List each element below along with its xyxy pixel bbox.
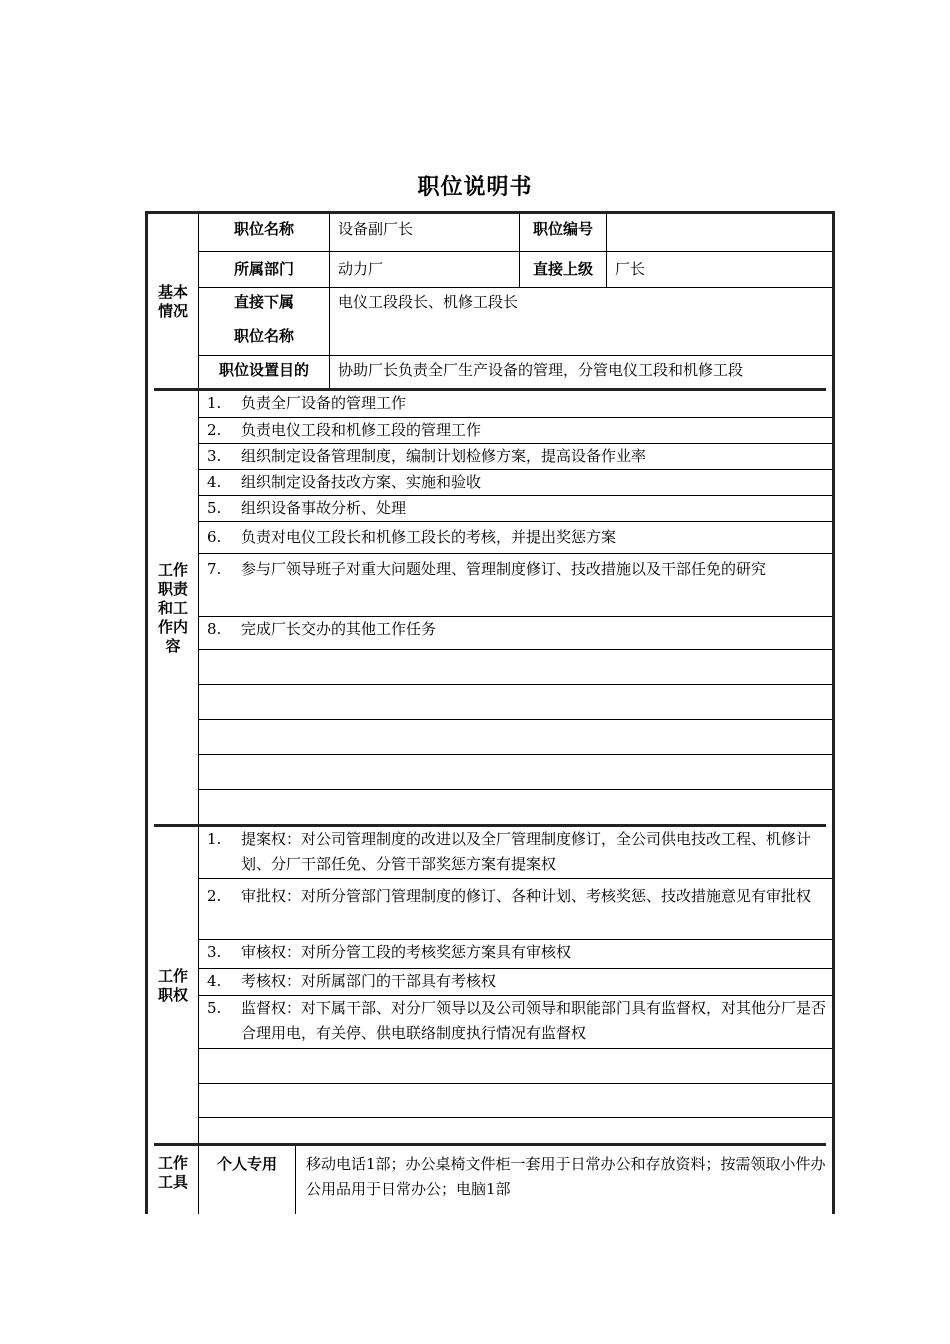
authority-section xyxy=(148,827,832,1145)
page-title: 职位说明书 xyxy=(417,175,533,200)
authority-row xyxy=(199,996,832,1049)
empty-row xyxy=(199,685,832,720)
duty-text: 组织制定设备管理制度，编制计划检修方案，提高设备作业率 xyxy=(241,447,647,465)
authority-text: 审批权：对所分管部门管理制度的修订、各种计划、考核奖惩、技改措施意见有审批权 xyxy=(241,887,812,905)
position-name-value: 设备副厂长 xyxy=(329,214,519,251)
superior-label: 直接上级 xyxy=(519,252,606,287)
duty-number: 2. xyxy=(207,421,222,439)
empty-row xyxy=(199,790,832,826)
duty-number: 1. xyxy=(207,394,222,412)
duty-number: 7. xyxy=(207,560,222,578)
position-no-label: 职位编号 xyxy=(519,214,606,251)
authority-text: 提案权：对公司管理制度的改进以及全厂管理制度修订，全公司供电技改工程、机修计划、分厂干部任免、分管干部奖惩方案有提案权 xyxy=(241,830,812,873)
duties-section xyxy=(148,391,832,826)
authority-text: 审核权：对所分管工段的考核奖惩方案具有审核权 xyxy=(241,943,572,961)
duty-text: 完成厂长交办的其他工作任务 xyxy=(241,620,437,638)
authority-row xyxy=(199,827,832,879)
duty-row xyxy=(199,522,832,554)
subordinate-label-line-2: 职位名称 xyxy=(233,327,294,345)
empty-row xyxy=(199,1049,832,1084)
subordinate-label xyxy=(199,288,329,355)
duty-row xyxy=(199,617,832,650)
duty-text: 参与厂领导班子对重大问题处理、管理制度修订、技改措施以及干部任免的研究 xyxy=(241,560,767,578)
subordinate-value: 电仪工段段长、机修工段长 xyxy=(329,288,832,355)
duty-text: 组织制定设备技改方案、实施和验收 xyxy=(241,473,482,491)
authority-number: 3. xyxy=(207,943,222,961)
personal-use-label: 个人专用 xyxy=(199,1146,296,1214)
position-name-label: 职位名称 xyxy=(233,220,294,238)
department-label: 所属部门 xyxy=(233,260,294,278)
empty-row xyxy=(199,650,832,685)
duty-number: 5. xyxy=(207,499,222,517)
authority-row xyxy=(199,969,832,996)
basic-info-section xyxy=(148,214,832,390)
authority-label: 工作职权 xyxy=(148,827,199,1145)
duty-text: 负责电仪工段和机修工段的管理工作 xyxy=(241,421,482,439)
duty-number: 8. xyxy=(207,620,222,638)
superior-value: 厂长 xyxy=(606,252,832,287)
basic-info-label: 基本情况 xyxy=(148,214,199,390)
duty-text: 负责全厂设备的管理工作 xyxy=(241,394,407,412)
empty-row xyxy=(199,1118,832,1145)
duty-number: 6. xyxy=(207,528,222,546)
duty-row xyxy=(199,470,832,496)
duty-text: 负责对电仪工段长和机修工段长的考核，并提出奖惩方案 xyxy=(241,528,617,546)
empty-row xyxy=(199,1084,832,1118)
duty-row xyxy=(199,496,832,522)
duty-row xyxy=(199,444,832,470)
personal-use-value: 移动电话1部；办公桌椅文件柜一套用于日常办公和存放资料；按需领取小件办公用品用于日常办公；电脑1部 xyxy=(306,1155,826,1198)
subordinate-label-line-1: 直接下属 xyxy=(233,293,294,311)
authority-text: 监督权：对下属干部、对分厂领导以及公司领导和职能部门具有监督权，对其他分厂是否合理用电，有关停、供电联络制度执行情况有监督权 xyxy=(241,999,827,1042)
authority-row xyxy=(199,879,832,940)
job-description-table xyxy=(145,211,835,1214)
tools-label: 工作工具 xyxy=(148,1146,199,1214)
row-purpose xyxy=(199,356,832,390)
authority-number: 4. xyxy=(207,972,222,990)
authority-text: 考核权：对所属部门的干部具有考核权 xyxy=(241,972,497,990)
authority-number: 5. xyxy=(207,999,222,1017)
duty-text: 组织设备事故分析、处理 xyxy=(241,499,407,517)
empty-row xyxy=(199,720,832,755)
row-position-name xyxy=(199,214,832,252)
duty-row xyxy=(199,418,832,444)
position-no-value xyxy=(606,214,832,251)
tools-section xyxy=(148,1146,832,1214)
row-subordinates xyxy=(199,288,832,356)
empty-row xyxy=(199,755,832,790)
duties-label: 工作职责和工作内容 xyxy=(148,391,199,826)
row-department xyxy=(199,252,832,288)
department-value: 动力厂 xyxy=(329,252,519,287)
duty-row xyxy=(199,554,832,617)
duty-row xyxy=(199,391,832,418)
duty-number: 4. xyxy=(207,473,222,491)
purpose-value: 协助厂长负责全厂生产设备的管理，分管电仪工段和机修工段 xyxy=(329,356,832,390)
duty-number: 3. xyxy=(207,447,222,465)
authority-number: 1. xyxy=(207,830,222,848)
authority-number: 2. xyxy=(207,887,222,905)
authority-row xyxy=(199,940,832,969)
purpose-label: 职位设置目的 xyxy=(218,361,309,379)
